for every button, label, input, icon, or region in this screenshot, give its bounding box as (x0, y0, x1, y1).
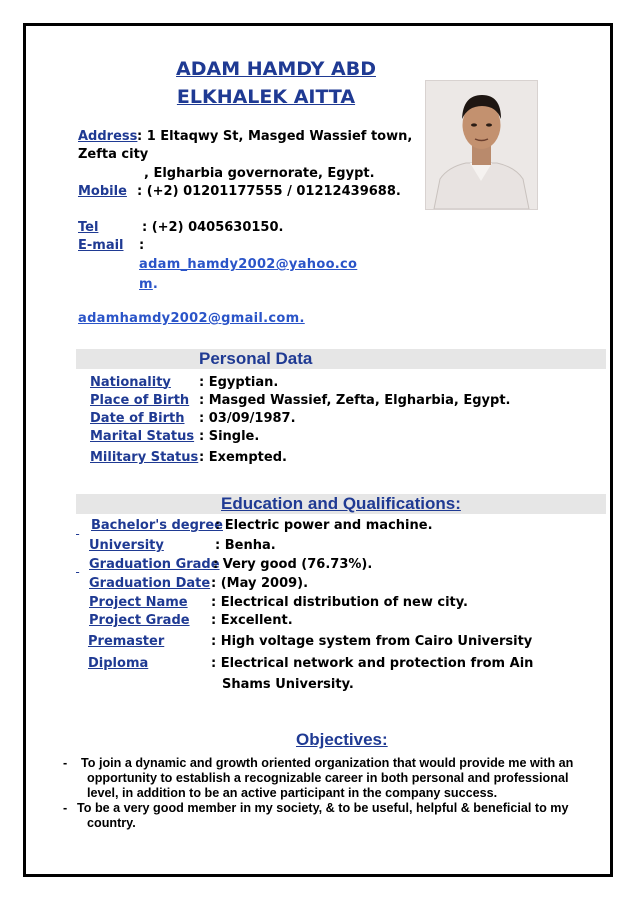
university-value: : Benha. (215, 538, 276, 553)
email-label: E-mail (78, 238, 124, 253)
personal-data-band (76, 349, 606, 369)
address-line-1: : 1 Eltaqwy St, Masged Wassief town, (137, 129, 413, 144)
address-label: Address (78, 129, 138, 144)
graduation-grade-value: : Very good (76.73%). (213, 557, 373, 572)
date-of-birth-label: Date of Birth (90, 411, 185, 426)
mobile-label: Mobile (78, 184, 127, 199)
email-yahoo-line-2-wrap (139, 275, 158, 293)
project-grade-label: Project Grade (89, 613, 190, 628)
name-line-2: ELKHALEK AITTA (176, 86, 356, 108)
date-of-birth-value: : 03/09/1987. (199, 411, 296, 426)
bachelor-label: Bachelor's degree (91, 518, 223, 533)
diploma-label: Diploma (88, 656, 149, 671)
diploma-value: : Electrical network and protection from Ain (211, 656, 534, 671)
military-status-value: : Exempted. (199, 450, 287, 465)
premaster-value: : High voltage system from Cairo University (211, 634, 533, 649)
diploma-continuation: Shams University. (222, 677, 354, 692)
premaster-label: Premaster (88, 634, 165, 649)
email-yahoo-period: . (152, 277, 158, 292)
name-line-1: ADAM HAMDY ABD (176, 58, 376, 80)
mobile-value: : (+2) 01201177555 / 01212439688. (137, 184, 401, 199)
personal-data-heading: Personal Data (199, 349, 313, 368)
email-yahoo-line-1[interactable]: adam_hamdy2002@yahoo.co (139, 257, 358, 272)
marital-status-label: Marital Status (90, 429, 195, 444)
objective-2-line-1: To be a very good member in my society, & to be useful, helpful & beneficial to my (77, 801, 569, 815)
graduation-date-label: Graduation Date (89, 576, 211, 591)
bullet-dash-1 (76, 526, 79, 536)
objective-1-line-3: level, in addition to be an active participant in the company success. (87, 786, 498, 800)
objective-1-line-2: opportunity to establish a recognizable career in both personal and professional (87, 771, 569, 785)
email-colon: : (139, 238, 145, 253)
place-of-birth-value: : Masged Wassief, Zefta, Elgharbia, Egypt. (199, 393, 511, 408)
objective-2-line-2: country. (87, 816, 136, 830)
objective-1-dash: - (63, 756, 68, 770)
objectives-heading: Objectives: (296, 730, 388, 749)
person-portrait-icon (426, 81, 537, 209)
tel-label: Tel (78, 220, 99, 235)
university-label: University (89, 538, 164, 553)
marital-status-value: : Single. (199, 429, 260, 444)
email-yahoo-line-2[interactable]: m (139, 277, 153, 292)
nationality-underline (160, 375, 196, 390)
graduation-grade-label: Graduation Grade (89, 557, 220, 572)
profile-photo (425, 80, 538, 210)
bachelor-value: : Electric power and machine. (215, 518, 433, 533)
graduation-date-value: : (May 2009). (211, 576, 309, 591)
email-gmail[interactable]: adamhamdy2002@gmail.com. (78, 311, 305, 326)
project-grade-value: : Excellent. (211, 613, 293, 628)
nationality-value: : Egyptian. (199, 375, 279, 390)
objective-2-dash: - (63, 801, 68, 815)
nationality-label: Nationality (90, 375, 171, 390)
project-name-label: Project Name (89, 595, 188, 610)
address-line-2: Zefta city (78, 147, 149, 162)
education-heading: Education and Qualifications: (221, 494, 461, 513)
address-line-3: , Elgharbia governorate, Egypt. (144, 166, 375, 181)
tel-value: : (+2) 0405630150. (142, 220, 284, 235)
place-of-birth-label: Place of Birth (90, 393, 190, 408)
objective-1-line-1: To join a dynamic and growth oriented organization that would provide me with an (81, 756, 574, 770)
bullet-dash-2 (76, 564, 79, 574)
military-status-label: Military Status (90, 450, 199, 465)
project-name-value: : Electrical distribution of new city. (211, 595, 468, 610)
